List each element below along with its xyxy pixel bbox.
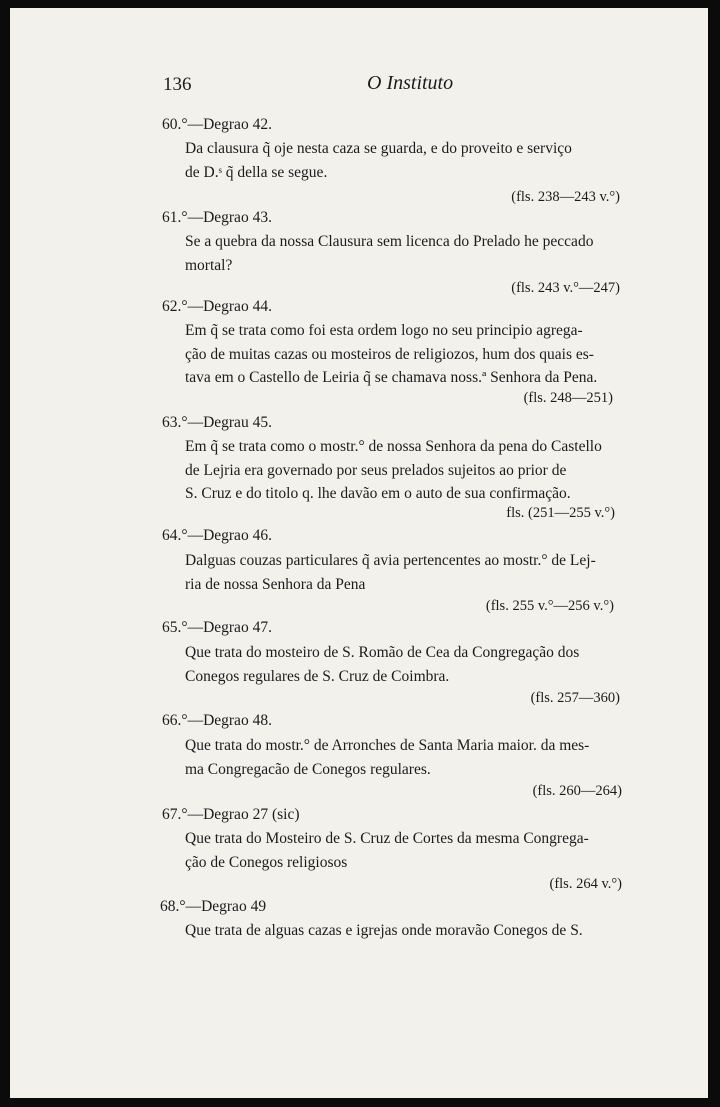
text-line: Que trata do mosteiro de S. Romão de Cea da Congregação dos <box>185 644 580 661</box>
folio-reference: (fls. 238—243 v.°) <box>511 189 620 205</box>
text-line: de D.ˢ q̃ della se segue. <box>185 163 328 181</box>
entry-heading: 61.°—Degrao 43. <box>162 209 272 226</box>
document-page <box>10 8 708 1098</box>
text-line: ma Congregacão de Conegos regulares. <box>185 760 431 778</box>
folio-reference: (fls. 255 v.°—256 v.°) <box>485 598 614 614</box>
entry-text <box>185 319 645 390</box>
entry-heading: 60.°—Degrao 42. <box>162 116 272 133</box>
text-line: de Lejria era governado por seus prelados sujeitos ao prior de <box>185 461 567 479</box>
folio-reference: (fls. 248—251) <box>523 390 613 406</box>
text-line: Dalguas couzas particulares q̃ avia pertencentes ao mostr.° de Lej- <box>185 552 596 569</box>
entry-text <box>185 734 645 781</box>
folio-reference: fls. (251—255 v.°) <box>506 505 615 521</box>
text-line: Que trata de alguas cazas e igrejas onde moravão Conegos de S. <box>185 922 583 939</box>
folio-reference: (fls. 264 v.°) <box>549 876 622 892</box>
folio-reference: (fls. 260—264) <box>532 783 622 799</box>
page-number: 136 <box>163 74 192 95</box>
entry-heading: 62.°—Degrao 44. <box>162 298 272 315</box>
folio-reference: (fls. 243 v.°—247) <box>511 280 620 296</box>
text-line: Que trata do Mosteiro de S. Cruz de Cortes da mesma Congrega- <box>185 830 589 847</box>
text-line: Em q̃ se trata como foi esta ordem logo no seu principio agrega- <box>185 322 583 339</box>
text-line: S. Cruz e do titolo q. lhe davão em o auto de sua confirmação. <box>185 485 571 502</box>
journal-title: O Instituto <box>367 72 454 94</box>
text-line: ção de muitas cazas ou mosteiros de religiozos, hum dos quais es- <box>185 345 594 363</box>
text-line: Se a quebra da nossa Clausura sem licenca do Prelado he peccado <box>185 233 594 250</box>
text-line: Em q̃ se trata como o mostr.° de nossa Senhora da pena do Castello <box>185 438 602 455</box>
entry-heading: 64.°—Degrao 46. <box>162 527 272 544</box>
entry-text <box>185 435 645 506</box>
entry-heading: 65.°—Degrao 47. <box>162 619 272 636</box>
entry-heading: 68.°—Degrao 49 <box>160 898 267 915</box>
entry-text <box>185 549 645 596</box>
text-line: Que trata do mostr.° de Arronches de Santa Maria maior. da mes- <box>185 737 590 754</box>
entry-text <box>185 827 645 874</box>
entry-heading: 66.°—Degrao 48. <box>162 712 272 729</box>
entry-heading: 67.°—Degrao 27 (sic) <box>162 806 300 823</box>
entry-heading: 63.°—Degrau 45. <box>162 414 272 431</box>
entry-text <box>185 641 645 688</box>
text-line: Da clausura q̃ oje nesta caza se guarda, e do proveito e serviço <box>185 140 572 157</box>
entry-text <box>185 230 645 277</box>
text-line: Conegos regulares de S. Cruz de Coimbra. <box>185 667 450 685</box>
text-line: ção de Conegos religiosos <box>185 853 348 871</box>
text-line: mortal? <box>185 256 233 274</box>
entry-text <box>185 919 645 943</box>
folio-reference: (fls. 257—360) <box>530 690 620 706</box>
text-line: ria de nossa Senhora da Pena <box>185 575 366 593</box>
text-line: tava em o Castello de Leiria q̃ se chamava noss.ª Senhora da Pena. <box>185 369 598 386</box>
entry-text <box>185 137 645 184</box>
